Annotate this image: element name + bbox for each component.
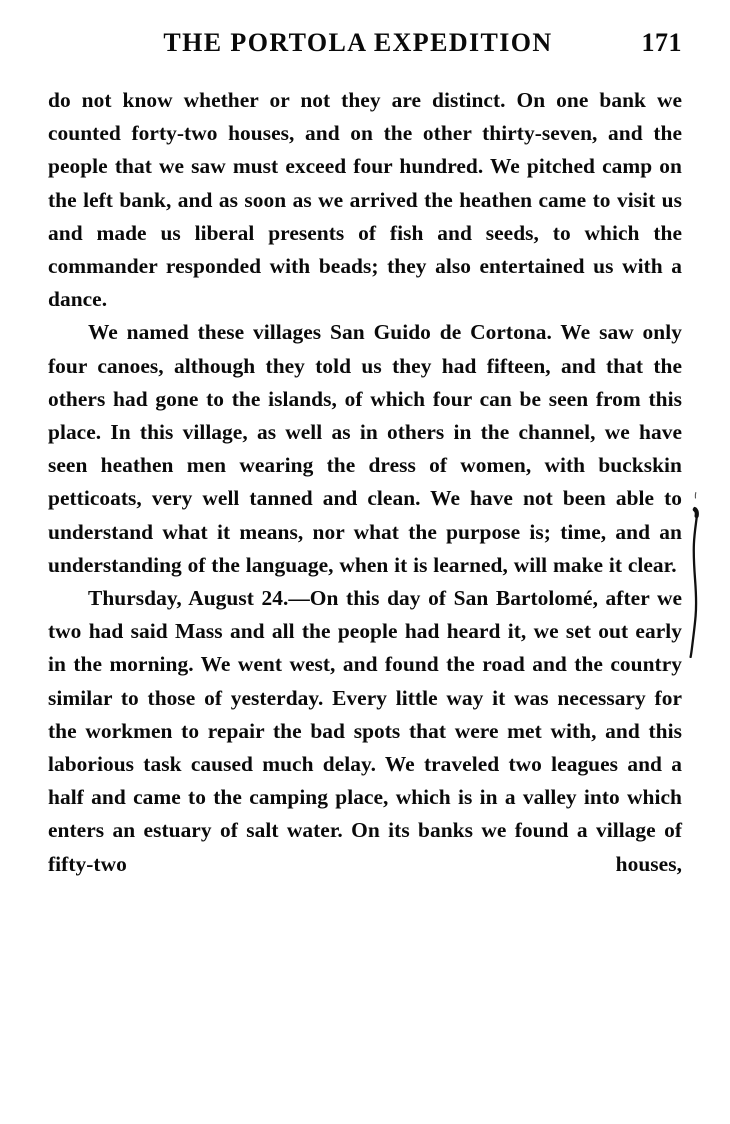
- paragraph: We named these villages San Guido de Cortona. We saw only four canoes, although they told us they had fifteen, and that the others had gone to the islands, of which four can be seen from this place. In this village, as well as in others in the channel, we have seen heathen men wearing the dress of women, with buckskin petticoats, very well tanned and clean. We have not been able to understand what it means, nor what the purpose is; time, and an understanding of the language, when it is learned, will make it clear.: [48, 320, 682, 577]
- page-number: 171: [641, 28, 682, 57]
- paragraph: Thursday, August 24.—On this day of San Bartolomé, after we two had said Mass and all the people had heard it, we set out early in the morning. We went west, and found the road and the country similar to those of yesterday. Every little way it was necessary for the workmen to repair the bad spots that were met with, and this laborious task caused much delay. We traveled two leagues and a half and came to the camping place, which is in a valley into which enters an estuary of salt water. On its banks we found a village of fifty-two houses,: [48, 586, 682, 876]
- page-edge-scan-artifact: [686, 492, 708, 658]
- page-title: THE PORTOLA EXPEDITION: [163, 28, 553, 57]
- paragraph: do not know whether or not they are distinct. On one bank we counted forty-two houses, and on the other thirty-seven, and the people that we saw must exceed four hundred. We pitched camp on the left bank, and as soon as we arrived the heathen came to visit us and made us liberal presents of fish and seeds, to which the commander responded with beads; they also entertained us with a dance.: [48, 88, 682, 312]
- body-text-block: [48, 84, 682, 881]
- running-head: [48, 28, 682, 62]
